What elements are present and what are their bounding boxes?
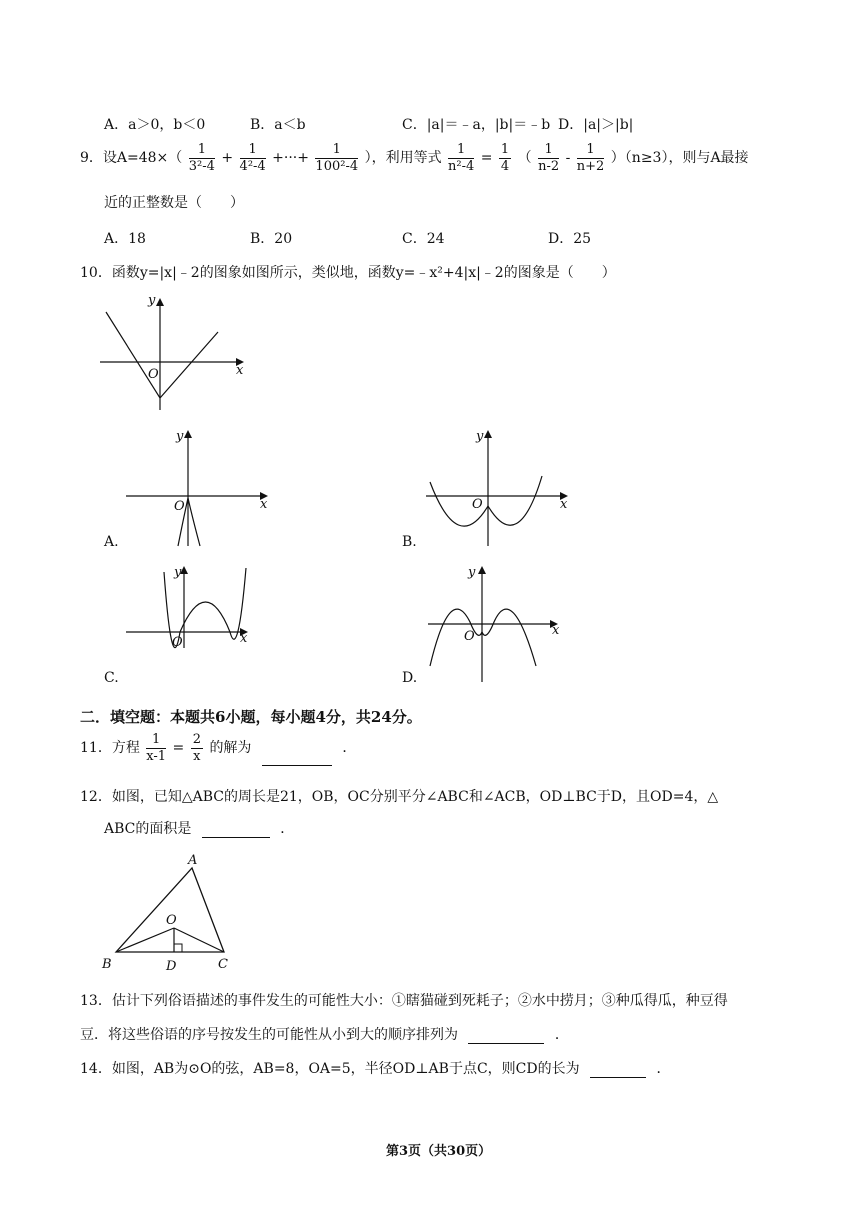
q10-option-c: C. — [104, 670, 119, 686]
q13-answer-blank[interactable] — [468, 1027, 544, 1044]
q9-frac-b: $\frac{1}{n+2}$ — [576, 141, 605, 174]
q9-term3: $\frac{1}{\text{100²-4}}$ — [315, 141, 359, 174]
q12-line2: ABC的面积是 ． — [104, 821, 295, 837]
svg-text:x: x — [260, 497, 268, 512]
q9-eq: = — [480, 150, 493, 166]
q9-suffix: ）（n≥3），则与A最接 — [610, 150, 749, 166]
q11-eq: = — [172, 740, 185, 756]
q12-line1: 12．如图，已知△ABC的周长是21，OB，OC分别平分∠ABC和∠ACB，OD⊥BC于D，且OD=4，△ — [80, 789, 719, 805]
q9-term1: $\frac{1}{\text{3²-4}}$ — [188, 141, 215, 174]
q8-option-c: C．|a|＝﹣a，|b|＝﹣b — [402, 117, 551, 133]
svg-text:B: B — [102, 957, 112, 972]
svg-text:D: D — [166, 959, 177, 974]
q9-paren: （ — [517, 150, 532, 166]
q9-term2: $\frac{1}{\text{4²-4}}$ — [239, 141, 266, 174]
q9-minus: - — [565, 150, 571, 166]
q9-line2: 近的正整数是（ ） — [104, 195, 244, 211]
origin-label: O — [148, 367, 159, 382]
q10-graph-b — [420, 426, 580, 550]
svg-text:O: O — [166, 913, 177, 928]
svg-text:A: A — [188, 853, 198, 868]
q8-option-b: B．a＜b — [250, 117, 306, 133]
segment-ob — [116, 928, 174, 952]
svg-text:O: O — [174, 499, 185, 514]
q11-answer-blank[interactable] — [262, 749, 332, 766]
svg-text:O: O — [464, 629, 475, 644]
svg-text:y: y — [176, 429, 184, 444]
q9-prefix: 9．设A=48×（ — [80, 150, 183, 166]
q10-option-a: A. — [104, 534, 119, 550]
q10-stem: 10．函数y=|x|﹣2的图象如图所示，类似地，函数y=﹣x²+4|x|﹣2的图象是（ ） — [80, 265, 616, 281]
axis-y-label: y — [148, 293, 156, 308]
svg-text:y: y — [476, 429, 484, 444]
q9-option-a: A．18 — [104, 231, 146, 247]
q11-right-frac: $\frac{2}{x}$ — [192, 731, 201, 764]
q14-answer-blank[interactable] — [590, 1061, 646, 1078]
q9-plus: + — [221, 150, 234, 166]
q10-graph-c — [120, 562, 280, 682]
svg-text:C: C — [218, 957, 228, 972]
q10-option-b: B. — [402, 534, 417, 550]
q10-option-d: D. — [402, 670, 418, 686]
q11-stem: 11．方程 $\frac{1}{x-1}$ = $\frac{2}{x}$ 的解为 ． — [80, 730, 356, 766]
svg-text:O: O — [172, 635, 183, 650]
q9-dots: +···+ — [272, 150, 309, 166]
q9-option-c: C．24 — [402, 231, 445, 247]
q11-left-frac: $\frac{1}{x-1}$ — [146, 731, 167, 764]
q10-reference-graph — [96, 292, 256, 416]
q9-stem — [80, 140, 749, 176]
svg-text:x: x — [240, 631, 248, 646]
svg-text:x: x — [560, 497, 568, 512]
page-footer: 第3页（共30页） — [386, 1144, 492, 1159]
q13-line2: 豆．将这些俗语的序号按发生的可能性从小到大的顺序排列为 ． — [80, 1027, 569, 1043]
triangle-abc — [116, 868, 224, 952]
svg-text:y: y — [468, 565, 476, 580]
axis-x-label: x — [236, 363, 244, 378]
q12-triangle-figure — [96, 846, 256, 974]
q11-prefix: 11．方程 — [80, 740, 140, 756]
q10-graph-d — [420, 562, 580, 682]
q13-line1: 13．估计下列俗语描述的事件发生的可能性大小：①瞎猫碰到死耗子；②水中捞月；③种瓜得瓜，种豆得 — [80, 993, 728, 1009]
q12-answer-blank[interactable] — [202, 821, 270, 838]
svg-text:y: y — [174, 565, 182, 580]
svg-text:x: x — [552, 623, 560, 638]
q9-identity-left: $\frac{1}{\text{n²-4}}$ — [448, 141, 475, 174]
q14-stem: 14．如图，AB为⊙O的弦，AB=8，OA=5，半径OD⊥AB于点C，则CD的长为 ． — [80, 1061, 671, 1077]
q9-option-d: D．25 — [548, 231, 592, 247]
q9-frac-a: $\frac{1}{n-2}$ — [538, 141, 560, 174]
q9-quarter: $\frac{1}{4}$ — [500, 141, 510, 174]
svg-text:O: O — [472, 497, 483, 512]
q11-suffix: 的解为 — [209, 740, 252, 756]
q9-option-b: B．20 — [250, 231, 293, 247]
q8-option-a: A．a＞0，b＜0 — [104, 117, 206, 133]
q9-mid: ），利用等式 — [364, 150, 442, 166]
v-curve — [106, 312, 218, 398]
q8-option-d: D．|a|＞|b| — [558, 117, 634, 133]
q10-graph-a — [120, 426, 280, 550]
section-2-heading: 二．填空题：本题共6小题，每小题4分，共24分。 — [80, 708, 422, 726]
